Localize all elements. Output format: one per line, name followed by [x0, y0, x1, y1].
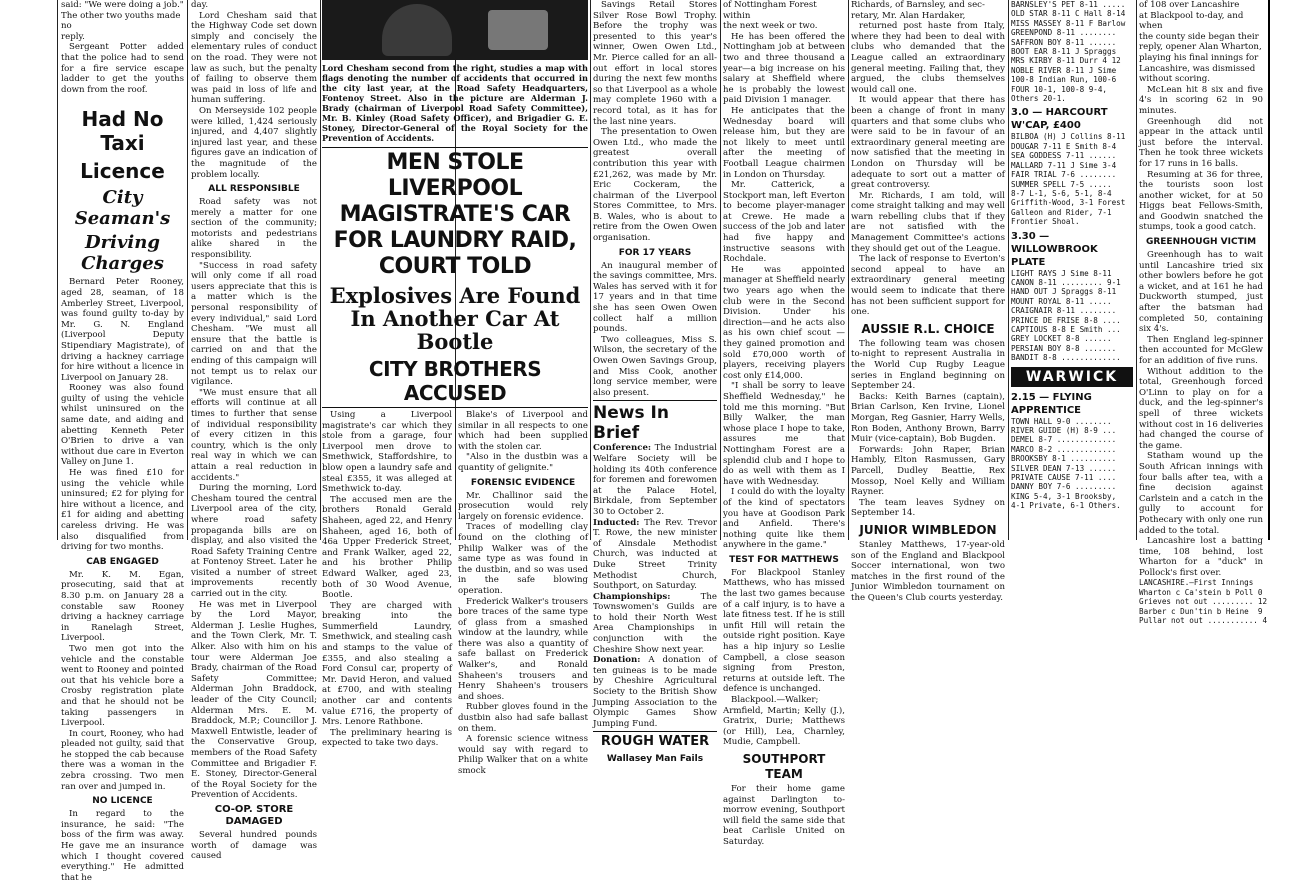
article-paragraph: Blake's of Liverpool and similar in all respects to one which had been supplied with the stolen car. — [458, 410, 588, 452]
article-paragraph: Bernard Peter Rooney, aged 28, seaman, of 18 Amberley Street, Liverpool, was found guilty to-day by Mr. G. N. England (Liverpool Deputy Stipendiary Magistrate), of driving a hackney carriage for hire without a licence in Liverpool on January 28. — [61, 277, 184, 383]
brief-text: The Industrial Welfare Society will be holding its 40th conference for foremen and forewomen at the Palace Hotel, Birkdale, from September 30 to October 2. — [593, 443, 717, 517]
brief-text: The Rev. Trevor T. Rowe, the new minister of Ainsdale Methodist Church, was inducted at Duke Street Trinity Methodist Church, Southport, on Saturday. — [593, 517, 717, 592]
article-paragraph: Statham wound up the South African innings with four balls after tea, with a fine decision against Carlstein and a catch in the gully to account for Pothecary with only one run added to the total. — [1139, 451, 1263, 536]
article-paragraph: Resuming at 36 for three, the tourists soon lost another wicket, for at 50 Higgs beat Fellows-Smith, and Goodwin snatched the stumps, took a good catch. — [1139, 169, 1263, 233]
article-paragraph: Several hundred pounds worth of damage was caused — [191, 829, 317, 862]
article-paragraph: Mr. K. M. Egan, prosecuting, said that at 8.30 p.m. on January 28 a constable saw Rooney driving a hackney carriage in Ranelagh Street, Liverpool. — [61, 569, 184, 644]
text-line: reply. — [61, 31, 85, 42]
crosshead: NO LICENCE — [92, 796, 153, 807]
article-paragraph: He has been offered the Nottingham job at between two and three thousand a year—a big increase on his salary at Sheffield where he is probably the lowest paid Division 1 manager. — [723, 31, 845, 106]
crosshead: CAB ENGAGED — [86, 556, 159, 567]
column-rule — [1136, 0, 1137, 540]
article-paragraph: They are charged with breaking into the Summerfield Laundry, Smethwick, and stealing cash and stamps to the value of £355, and also stealing a Ford Consul car, property of Mr. David Heron, and valued at £700, and with stealing another car and contents value £716, the property of Mrs. Lenore Rathbone. — [322, 600, 452, 728]
brief-label: Donation: — [593, 655, 641, 666]
article-paragraph: The accused men are the brothers Ronald Gerald Shaheen, aged 22, and Henry Shaheen, aged 16, both of 46a Upper Frederick Street, and Frank Walker, aged 22, and his brother Philip Edward Walker, aged 23, both of 30 Wood Avenue, Bootle. — [322, 494, 452, 601]
subheadline: Driving Charges — [81, 232, 164, 275]
crosshead: CO-OP. STORE DAMAGED — [214, 803, 294, 827]
column-rule — [57, 0, 58, 540]
article-paragraph: A forensic science witness would say with regard to Philip Walker that on a white smock — [458, 734, 588, 776]
story-columns — [322, 410, 588, 777]
article-paragraph: The team leaves Sydney on September 14. — [851, 497, 1005, 519]
crosshead: FORENSIC EVIDENCE — [470, 477, 576, 488]
article-paragraph: "Success in road safety will only come if all road users appreciate that this is a matter which is the personal responsibility of every individual," said Lord Chesham. "We must all ensure that the battle is carried on and that the ending of this campaign will not tempt us to relax our vigilance. — [191, 260, 317, 388]
crosshead: JUNIOR WIMBLEDON — [859, 522, 997, 537]
text-line: of 108 over Lancashire — [1139, 0, 1240, 10]
article-paragraph: He was fined £10 for using the vehicle while uninsured; £2 for plying for hire without a licence, and £1 for aiding and abetting careless driving. He was also disqualified from driving for two months. — [61, 468, 184, 553]
brief-label: Championships: — [593, 591, 671, 602]
news-in-brief-heading: News In Brief — [593, 403, 669, 444]
article-paragraph: He was met in Liverpool by the Lord Mayor, Alderman J. Leslie Hughes, and the Town Clerk, Mr. T. Alker. Also with him on his tour were Alderman Joe Brady, chairman of the Road Safety Committee; Alderman John Braddock, leader of the City Council; Alderman Mrs. E. M. Braddock, M.P.; Councillor J. Maxwell Entwistle, leader of the Conservative Group, members of the Road Safety Committee and Brigadier F. E. Stoney, Director-General of the Royal Society for the Prevention of Accidents. — [191, 599, 317, 801]
column-rule — [848, 0, 849, 540]
photo-caption: Lord Chesham second from the right, studies a map with flags denoting the number of accidents that occurred in the city last year, at the Road Safety Headquarters, Fontenoy Street. Also in the picture are Alderman J. Brady (chairman of Liverpool Road Safety Committee), Mr. B. Kinley (Road Safety Officer), and Brigadier G. E. Stoney, Director-General of the Royal Society for the Prevention of Accidents. — [322, 63, 588, 143]
crosshead: SOUTHPORT TEAM — [742, 751, 826, 781]
column-4 — [593, 0, 717, 765]
column-5 — [723, 0, 845, 847]
article-paragraph: Backs: Keith Barnes (captain), Brian Carlson, Ken Irvine, Lionel Morgan, Reg Gasnier, Harry Wells, Ron Boden, Anthony Brown, Barry Muir (vice-captain), Bob Bugden. — [851, 391, 1005, 445]
column-rule — [720, 0, 721, 540]
subheadline: City Seaman's — [74, 187, 171, 230]
column-2 — [191, 0, 317, 862]
article-paragraph: Mr. Challinor said the prosecution would rely largely on forensic evidence. — [458, 490, 588, 522]
article-paragraph: It would appear that there has been a change of front in many quarters and that some clubs who were said to be in favour of an extraordinary general meeting are now satisfied that the meeting in London on Thursday will be adequate to sort out a matter of great controversy. — [851, 95, 1005, 191]
article-paragraph: "We must ensure that all efforts will continue at all times to further that sense of individual responsibility of every citizen in this country, which is the only real way in which we can attain a real reduction in accidents." — [191, 387, 317, 483]
article-paragraph: Two colleagues, Miss S. Wilson, the secretary of the Owen Owen Savings Group, and Miss Cook, another long service member, were also present. — [593, 334, 717, 398]
page-margin — [1270, 0, 1300, 540]
page-edge — [1268, 0, 1270, 540]
subheadline: Wallasey Man Fails — [606, 754, 704, 765]
brief-label: Conference: — [593, 443, 652, 454]
brief-label: Inducted: — [593, 517, 640, 528]
article-paragraph: During the morning, Lord Chesham toured the central Liverpool area of the city, where road safety propaganda bills are on display, and also visited the Road Safety Training Centre at Fontenoy Street. Later he visited a number of street improvements recently carried out in the city. — [191, 483, 317, 600]
headline: Licence — [80, 159, 165, 184]
article-paragraph: In court, Rooney, who had pleaded not guilty, said that he stopped the cab because there was a woman in the zebra crossing. Two men ran over and jumped in. — [61, 728, 184, 792]
article-paragraph: Greenhough has to wait until Lancashire tried six other bowlers before he got a wicket, and at 161 he had Duckworth stumped, just after the batsman had completed 50, containing six 4's. — [1139, 250, 1263, 335]
article-paragraph: Greenhough did not appear in the attack until just before the interval. Then he took three wickets for 17 runs in 16 balls. — [1139, 116, 1263, 169]
article-paragraph: Forwards: John Raper, Brian Hambly, Elton Rasmussen, Gary Parcell, Dudley Beattie, Rex Mossop, Noel Kelly and William Rayner. — [851, 444, 1005, 498]
crosshead: FOR 17 YEARS — [618, 247, 692, 258]
text-line: day. — [191, 0, 209, 10]
text-line: said: "We were doing a job." — [61, 0, 184, 10]
article-paragraph: In regard to the insurance, he said: "The boss of the firm was away. He gave me an insurance which I thought covered everything." He admitted that he — [61, 809, 184, 883]
race-card: BILBOA (H) J Collins 8-11 DOUGAR 7-11 E Smith 8-4 SEA GODDESS 7-11 ...... MALLARD 7-11 J Sime 3-4 FAIR TRIAL 7-6 ........ SUMMER SPELL 7-5 ..... 8-7 L-1, S-6, 5-1, 8-4 Griffith-Wood, 3-1 Forest Galleon and Rider, 7-1 Frontier Shoal. — [1011, 132, 1126, 227]
article-paragraph: Mr. Richards, I am told, will come straight talking and may well warn rebelling clubs that if they are not satisfied with the Management Committee's actions they should get out of the League. — [851, 190, 1005, 254]
article-paragraph: The preliminary hearing is expected to take two days. — [322, 727, 452, 749]
scorecard: LANCASHIRE.—First Innings Wharton c Ca'stein b Poll 0 Grieves not out ......... 12 Barber c Dun'tin b Heine 9 Pullar not out ........... 4 — [1139, 578, 1268, 626]
race-card: TOWN HALL 9-0 ........ RIVER GUIDE (H) 8-9 ... DEMEL 8-7 ............. MARCO 8-2 ............. BROOKSBY 8-1 .......... SILVER DEAN 7-13 ...... PRIVATE CAUSE 7-11 .... DANNY BOY 7-6 ......... KING 5-4, 3-1 Brooksby, 4-1 Private, 6-1 Others. — [1011, 416, 1121, 511]
column-6 — [851, 0, 1005, 603]
crosshead: AUSSIE R.L. CHOICE — [861, 321, 995, 336]
article-paragraph: An inaugural member of the savings committee, Mrs. Wales has served with it for 17 years and in that time she has seen Owen Owen collect half a million pounds. — [593, 260, 717, 335]
article-paragraph: Road safety was not merely a matter for one section of the community; motorists and pedestrians alike shared in the responsibility. — [191, 197, 317, 261]
article-paragraph: He was appointed manager at Sheffield nearly two years ago when the club were in the Second Division. Under his direction—and he acts also as his own chief scout — they gained promotion and sold £70,000 worth of players, receiving players cost only £14,000. — [723, 264, 845, 381]
divider — [322, 147, 588, 148]
text-line: the next week or two. — [723, 21, 818, 32]
article-paragraph: Traces of modelling clay found on the clothing of Philip Walker was of the same type as was found in the dustbin, and so was used in the safe blowing operation. — [458, 522, 588, 596]
article-paragraph: Two men got into the vehicle and the constable went to Rooney and pointed out that his vehicle bore a Crosby registration plate and that he should not be taking passengers in Liverpool. — [61, 643, 184, 729]
column-rule — [590, 0, 591, 540]
headline: ROUGH WATER — [600, 734, 710, 750]
article-paragraph: For Blackpool Stanley Matthews, who has missed the last two games because of a calf injury, is to have a late fitness test. If he is still unfit Hill will retain the outside right position. Kaye has a hip injury so Leslie Campbell, a close season signing from Preston, returns at outside left. The defence is unchanged. — [723, 567, 845, 695]
article-paragraph: Lancashire lost a batting time, 108 behind, lost Wharton for a "duck" in Pollock's first over. — [1139, 536, 1263, 578]
text-line: retary, Mr. Alan Hardaker, — [851, 10, 966, 21]
column-racing — [1011, 0, 1133, 540]
race-card: BARNSLEY'S PET 8-11 ..... OLD STAR 8-11 C Hall 8-14 MISS MASSEY 8-11 F Barlow GREENPOND 8-11 ........ SAFFRON BOY 8-11 ...... BOOT EAR 8-11 J Spraggs MRS KIRBY 8-11 Durr 4 12 NOBLE RIVER 8-11 J Sime 100-8 Indian Run, 100-6 FOUR 10-1, 100-8 9-4, Others 20-1. — [1011, 0, 1126, 104]
article-paragraph: Rubber gloves found in the dustbin also had safe ballast on them. — [458, 702, 588, 734]
column-1 — [61, 0, 184, 883]
column-rule — [320, 0, 321, 540]
article-paragraph: "Also in the dustbin was a quantity of gelignite." — [458, 452, 588, 473]
article-paragraph: Sergeant Potter added that the police had to send for a fire service escape ladder to get the youths down from the roof. — [61, 42, 184, 95]
race-heading: 3.30 — WILLOWBROOK PLATE — [1011, 230, 1098, 268]
crosshead: GREENHOUGH VICTIM — [1145, 237, 1257, 248]
race-heading: 3.0 — HARCOURT W'CAP, £400 — [1011, 107, 1108, 132]
text-line: playing his final innings for — [1139, 52, 1259, 63]
text-line: The other two youths made no — [61, 10, 181, 32]
main-story — [322, 0, 588, 776]
text-line: at Blackpool to-day, and when — [1139, 10, 1244, 32]
article-paragraph: Blackpool.—Walker; Armfield, Martin; Kelly (J.), Gratrix, Durie; Matthews (or Hill), Lea, Charnley, Mudie, Campbell. — [723, 695, 845, 748]
article-paragraph: Lord Chesham said that the Highway Code set down simply and concisely the elementary rules of conduct on the road. They were not law as such, but the penalty of failing to observe them was paid in loss of life and human suffering. — [191, 10, 317, 106]
article-paragraph: For their home game against Darlington to-morrow evening, Southport will field the same side that beat Carlisle United on Saturday. — [723, 783, 845, 847]
main-deck: CITY BROTHERS ACCUSED — [368, 357, 542, 405]
article-paragraph: Using a Liverpool magistrate's car which they stole from a garage, four Liverpool men drove to Smethwick, Staffordshire, to blow open a laundry safe and steal £355, it was alleged at Smethwick to-day. — [322, 410, 452, 495]
text-line: reply, opener Alan Wharton, — [1139, 42, 1262, 53]
divider — [322, 407, 588, 408]
text-line: without scoring. — [1139, 74, 1211, 85]
headline: Had No Taxi — [81, 107, 164, 156]
article-paragraph: "I shall be sorry to leave Sheffield Wednesday," he told me this morning. "But Billy Walker, the man whose place I hope to take, assures me that Nottingham Forest are a splendid club and I hope to do as well with them as I have with Wednesday. — [723, 381, 845, 487]
divider — [593, 731, 717, 732]
text-line: Lancashire, was dismissed — [1139, 63, 1256, 74]
article-paragraph: McLean hit 8 six and five 4's in scoring 62 in 90 minutes. — [1139, 84, 1263, 116]
article-paragraph: I could do with the loyalty of the kind of spectators you have at Goodison Park and Anfield. There's nothing quite like them anywhere in the game." — [723, 487, 845, 551]
article-paragraph: The presentation to Owen Owen Ltd., who made the greatest overall contribution this year with £21,262, was made by Mr. Eric Cockeram, the chairman of the Liverpool Stores Committee, to Mrs. B. Wales, who is about to retire from the Owen Owen organisation. — [593, 127, 717, 244]
race-heading: 2.15 — FLYING APPRENTICE — [1011, 391, 1092, 416]
column-8 — [1139, 0, 1268, 626]
crosshead: ALL RESPONSIBLE — [208, 184, 300, 195]
story-column-b — [458, 410, 588, 777]
article-paragraph: returned post haste from Italy, where they had been to deal with clubs who demanded that the League called an extraordinary general meeting. Failing that, they argued, the clubs themselves would call one. — [851, 21, 1005, 95]
column-rule — [1008, 0, 1009, 540]
text-line: Richards, of Barnsley, and sec- — [851, 0, 985, 10]
article-paragraph: Savings Retail Stores Silver Rose Bowl Trophy. Before the trophy was presented to this year's winner, Owen Owen Ltd., Mr. Pierce called for an all-out effort in local stores during the next few months so that Liverpool as a whole may complete 1960 with a record total, as it has for the last nine years. — [593, 0, 717, 127]
article-paragraph: Rooney was also found guilty of using the vehicle whilst uninsured on the same date, and aiding and abetting Kenneth Peter O'Brien to drive a van without due care in Everton Valley on June 1. — [61, 383, 184, 468]
news-photo — [322, 0, 588, 60]
article-paragraph: Then England leg-spinner then accounted for McGlew for an addition of five runs. — [1139, 334, 1263, 366]
article-paragraph: The following team was chosen to-night to represent Australia in the World Cup Rugby League series in England beginning on September 24. — [851, 338, 1005, 392]
article-paragraph: On Merseyside 102 people were killed, 1,424 seriously injured, and 4,407 slightly injured last year, and these figures gave an indication of the magnitude of the problem locally. — [191, 105, 317, 180]
text-line: of Nottingham Forest within — [723, 0, 817, 21]
meeting-banner: WARWICK — [1011, 367, 1133, 387]
article-paragraph: He anticipates that the Wednesday board will release him, but they are not likely to meet until after the meeting of Football League chairmen in London on Thursday. — [723, 105, 845, 180]
brief-text: A donation of ten guineas is to be made by Cheshire Agricultural Society to the British Show Jumping Association to the Olympic Games Show Jumping Fund. — [593, 655, 717, 729]
race-card: LIGHT RAYS J Sime 8-11 CANON 8-11 ......... 9-1 HAND OUT J Spraggs 8-11 MOUNT ROYAL 8-11 ..... CRAIGNAIR 8-11 ........ PRINCE DE FRISE 8-8 .... CAPTIOUS 8-8 E Smith ... GREY LOCKET 8-8 ...... PERSIAN BOY 8-8 ....... BANDIT 8-8 ............. — [1011, 268, 1121, 363]
article-paragraph: The lack of response to Everton's second appeal to have an extraordinary general meeting would seem to indicate that there has not been sufficient support for one. — [851, 254, 1005, 318]
article-paragraph: Frederick Walker's trousers bore traces of the same type of glass from a smashed window at the laundry, while there was also a quantity of safe ballast on Frederick Walker's, and Ronald Shaheen's trousers and Henry Shaheen's trousers and shoes. — [458, 596, 588, 702]
main-subheadline: Explosives Are Found In Another Car At Bootle — [329, 283, 581, 354]
article-paragraph: Stanley Matthews, 17-year-old son of the England and Blackpool Soccer international, won two matches in the first round of the Junior Wimbledon tournament on the Queen's Club courts yesterday. — [851, 539, 1005, 603]
crosshead: TEST FOR MATTHEWS — [729, 554, 839, 565]
article-paragraph: Without addition to the total, Greenhough forced O'Linn to play on for a duck, and the leg-spinner's spell of three wickets without cost in 16 deliveries had changed the course of the game. — [1139, 366, 1263, 451]
column-rule — [187, 0, 188, 540]
divider — [593, 400, 717, 401]
main-headline: MEN STOLE LIVERPOOL MAGISTRATE'S CAR FOR LAUNDRY RAID, COURT TOLD — [333, 150, 577, 279]
brief-text: The Townswomen's Guilds are to hold their North West Area Championships in conjunction with the Cheshire Show next year. — [593, 591, 717, 655]
article-paragraph: Mr. Catterick, a Stockport man, left Everton to become player-manager at Crewe. He made a success of the job and later had five happy and instructive seasons with Rochdale. — [723, 180, 845, 265]
text-line: the county side began their — [1139, 31, 1259, 42]
story-column-a — [322, 410, 452, 777]
